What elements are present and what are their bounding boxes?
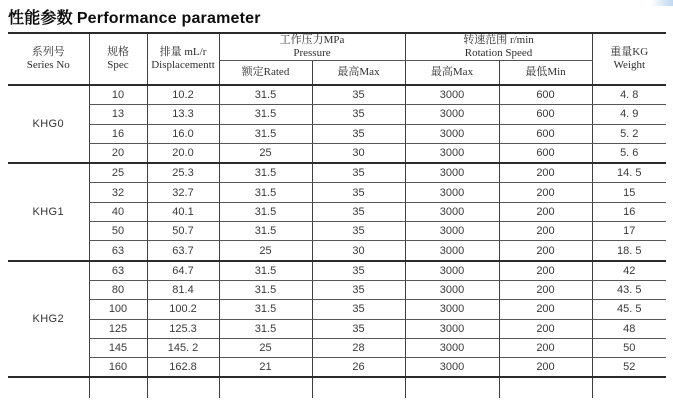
cell-rotation-max: 3000 (405, 124, 499, 143)
cell-displacement: 40.1 (147, 202, 219, 221)
cell-rotation-min: 600 (499, 105, 592, 124)
cell-rated: 25 (219, 241, 312, 261)
cell-rotation-min: 600 (499, 85, 592, 105)
cell-spec: 50 (89, 222, 147, 241)
cell-rotation-min: 200 (499, 183, 592, 202)
cell-rated: 31.5 (219, 300, 312, 319)
cell-weight: 4. 9 (592, 105, 666, 124)
cell-pressure-max: 26 (312, 358, 405, 378)
cell-weight: 14. 5 (592, 163, 666, 183)
cell-pressure-max: 30 (312, 241, 405, 261)
cell-rotation-max: 3000 (405, 338, 499, 357)
cell-displacement: 64.7 (147, 261, 219, 281)
cell-spec: 20 (89, 143, 147, 163)
cell-empty (499, 377, 592, 398)
header-series-zh: 系列号 (31, 46, 65, 58)
cell-empty (89, 377, 147, 398)
cell-weight: 45. 5 (592, 300, 666, 319)
table-row (8, 105, 666, 124)
cell-rotation-max: 3000 (405, 261, 499, 281)
cell-weight: 42 (592, 261, 666, 281)
cell-pressure-max: 35 (312, 105, 405, 124)
header-pressure-group (219, 33, 405, 61)
cell-rotation-min: 200 (499, 261, 592, 281)
cell-weight: 16 (592, 202, 666, 221)
cell-rotation-max: 3000 (405, 358, 499, 378)
cell-empty (8, 377, 89, 398)
header-rotation-zh: 转速范围 r/min (463, 34, 534, 46)
header-displacement (147, 33, 219, 85)
cell-pressure-max: 35 (312, 85, 405, 105)
cell-displacement: 50.7 (147, 222, 219, 241)
table-row (8, 85, 666, 105)
cell-pressure-max: 35 (312, 202, 405, 221)
table-row (8, 241, 666, 261)
table-row (8, 143, 666, 163)
cell-rated: 31.5 (219, 163, 312, 183)
cell-weight: 52 (592, 358, 666, 378)
cell-spec: 160 (89, 358, 147, 378)
cell-rotation-max: 3000 (405, 319, 499, 338)
cell-rated: 31.5 (219, 222, 312, 241)
header-pressure-max: 最高Max (312, 61, 405, 86)
cell-rotation-max: 3000 (405, 241, 499, 261)
table-row (8, 124, 666, 143)
table-row (8, 280, 666, 299)
cell-spec: 63 (89, 261, 147, 281)
performance-table (8, 32, 666, 398)
cell-pressure-max: 35 (312, 280, 405, 299)
cell-spec: 13 (89, 105, 147, 124)
header-weight-en: Weight (613, 59, 645, 71)
cell-rotation-min: 200 (499, 241, 592, 261)
cell-weight: 15 (592, 183, 666, 202)
cell-pressure-max: 30 (312, 143, 405, 163)
header-displacement-en: Displacementt (151, 59, 215, 71)
cell-displacement: 16.0 (147, 124, 219, 143)
cell-weight: 43. 5 (592, 280, 666, 299)
cell-rotation-max: 3000 (405, 183, 499, 202)
cell-rotation-max: 3000 (405, 222, 499, 241)
header-pressure-en: Pressure (293, 47, 331, 59)
cell-weight: 5. 6 (592, 143, 666, 163)
cell-spec: 145 (89, 338, 147, 357)
cell-spec: 63 (89, 241, 147, 261)
cell-displacement: 100.2 (147, 300, 219, 319)
cell-rotation-min: 200 (499, 338, 592, 357)
cell-rotation-max: 3000 (405, 300, 499, 319)
header-rotation-max: 最高Max (405, 61, 499, 86)
cell-displacement: 32.7 (147, 183, 219, 202)
table-body (8, 85, 666, 398)
header-spec-zh: 规格 (107, 46, 129, 58)
cell-displacement: 10.2 (147, 85, 219, 105)
cell-empty (219, 377, 312, 398)
header-rotation-group (405, 33, 592, 61)
cell-pressure-max: 35 (312, 124, 405, 143)
cell-spec: 32 (89, 183, 147, 202)
table-row (8, 300, 666, 319)
series-label: KHG0 (8, 85, 89, 163)
header-series (8, 33, 89, 85)
table-row-empty (8, 377, 666, 398)
header-weight (592, 33, 666, 85)
cell-pressure-max: 35 (312, 183, 405, 202)
cell-weight: 18. 5 (592, 241, 666, 261)
cell-rated: 31.5 (219, 280, 312, 299)
cell-rated: 31.5 (219, 124, 312, 143)
page-title (0, 0, 673, 32)
cell-rated: 31.5 (219, 202, 312, 221)
cell-spec: 125 (89, 319, 147, 338)
cell-rotation-max: 3000 (405, 202, 499, 221)
cell-rotation-min: 200 (499, 222, 592, 241)
cell-rotation-max: 3000 (405, 105, 499, 124)
cell-displacement: 63.7 (147, 241, 219, 261)
cell-spec: 40 (89, 202, 147, 221)
cell-rated: 31.5 (219, 319, 312, 338)
table-row (8, 202, 666, 221)
cell-pressure-max: 35 (312, 300, 405, 319)
table-row (8, 261, 666, 281)
table-row (8, 222, 666, 241)
table-row (8, 163, 666, 183)
cell-rotation-min: 200 (499, 202, 592, 221)
cell-rotation-max: 3000 (405, 280, 499, 299)
cell-rated: 31.5 (219, 85, 312, 105)
header-rotation-en: Rotation Speed (464, 47, 533, 59)
table-row (8, 338, 666, 357)
cell-pressure-max: 35 (312, 163, 405, 183)
cell-weight: 17 (592, 222, 666, 241)
cell-spec: 80 (89, 280, 147, 299)
header-rated: 额定Rated (219, 61, 312, 86)
cell-displacement: 13.3 (147, 105, 219, 124)
header-series-en: Series No (26, 59, 70, 71)
cell-rotation-max: 3000 (405, 163, 499, 183)
header-pressure-zh: 工作压力MPa (279, 34, 345, 46)
cell-pressure-max: 35 (312, 222, 405, 241)
cell-displacement: 125.3 (147, 319, 219, 338)
cell-pressure-max: 28 (312, 338, 405, 357)
cell-empty (592, 377, 666, 398)
cell-empty (147, 377, 219, 398)
table-header (8, 33, 666, 85)
cell-rated: 31.5 (219, 105, 312, 124)
cell-displacement: 20.0 (147, 143, 219, 163)
cell-rotation-max: 3000 (405, 85, 499, 105)
cell-displacement: 145. 2 (147, 338, 219, 357)
cell-rated: 21 (219, 358, 312, 378)
cell-rated: 31.5 (219, 183, 312, 202)
cell-spec: 100 (89, 300, 147, 319)
cell-weight: 50 (592, 338, 666, 357)
header-weight-zh: 重量KG (610, 46, 649, 58)
cell-weight: 4. 8 (592, 85, 666, 105)
cell-rotation-max: 3000 (405, 143, 499, 163)
cell-spec: 16 (89, 124, 147, 143)
table-row (8, 358, 666, 378)
cell-rated: 31.5 (219, 261, 312, 281)
cell-rotation-min: 200 (499, 300, 592, 319)
table-row (8, 319, 666, 338)
cell-displacement: 162.8 (147, 358, 219, 378)
cell-rotation-min: 200 (499, 280, 592, 299)
cell-empty (312, 377, 405, 398)
cell-displacement: 25.3 (147, 163, 219, 183)
cell-rated: 25 (219, 338, 312, 357)
page-title-zh: 性能参数 (8, 10, 73, 27)
cell-rotation-min: 200 (499, 358, 592, 378)
cell-weight: 48 (592, 319, 666, 338)
cell-spec: 25 (89, 163, 147, 183)
table-row (8, 183, 666, 202)
cell-displacement: 81.4 (147, 280, 219, 299)
cell-rotation-min: 600 (499, 143, 592, 163)
cell-empty (405, 377, 499, 398)
cell-rotation-min: 200 (499, 319, 592, 338)
header-displacement-zh: 排量 mL/r (159, 46, 207, 58)
cell-pressure-max: 35 (312, 261, 405, 281)
cell-rotation-min: 200 (499, 163, 592, 183)
header-spec-en: Spec (107, 59, 129, 71)
cell-pressure-max: 35 (312, 319, 405, 338)
cell-rated: 25 (219, 143, 312, 163)
cell-spec: 10 (89, 85, 147, 105)
series-label: KHG1 (8, 163, 89, 260)
header-spec (89, 33, 147, 85)
series-label: KHG2 (8, 261, 89, 378)
page-title-en: Performance parameter (76, 10, 261, 27)
cell-rotation-min: 600 (499, 124, 592, 143)
header-rotation-min: 最低Min (499, 61, 592, 86)
cell-weight: 5. 2 (592, 124, 666, 143)
